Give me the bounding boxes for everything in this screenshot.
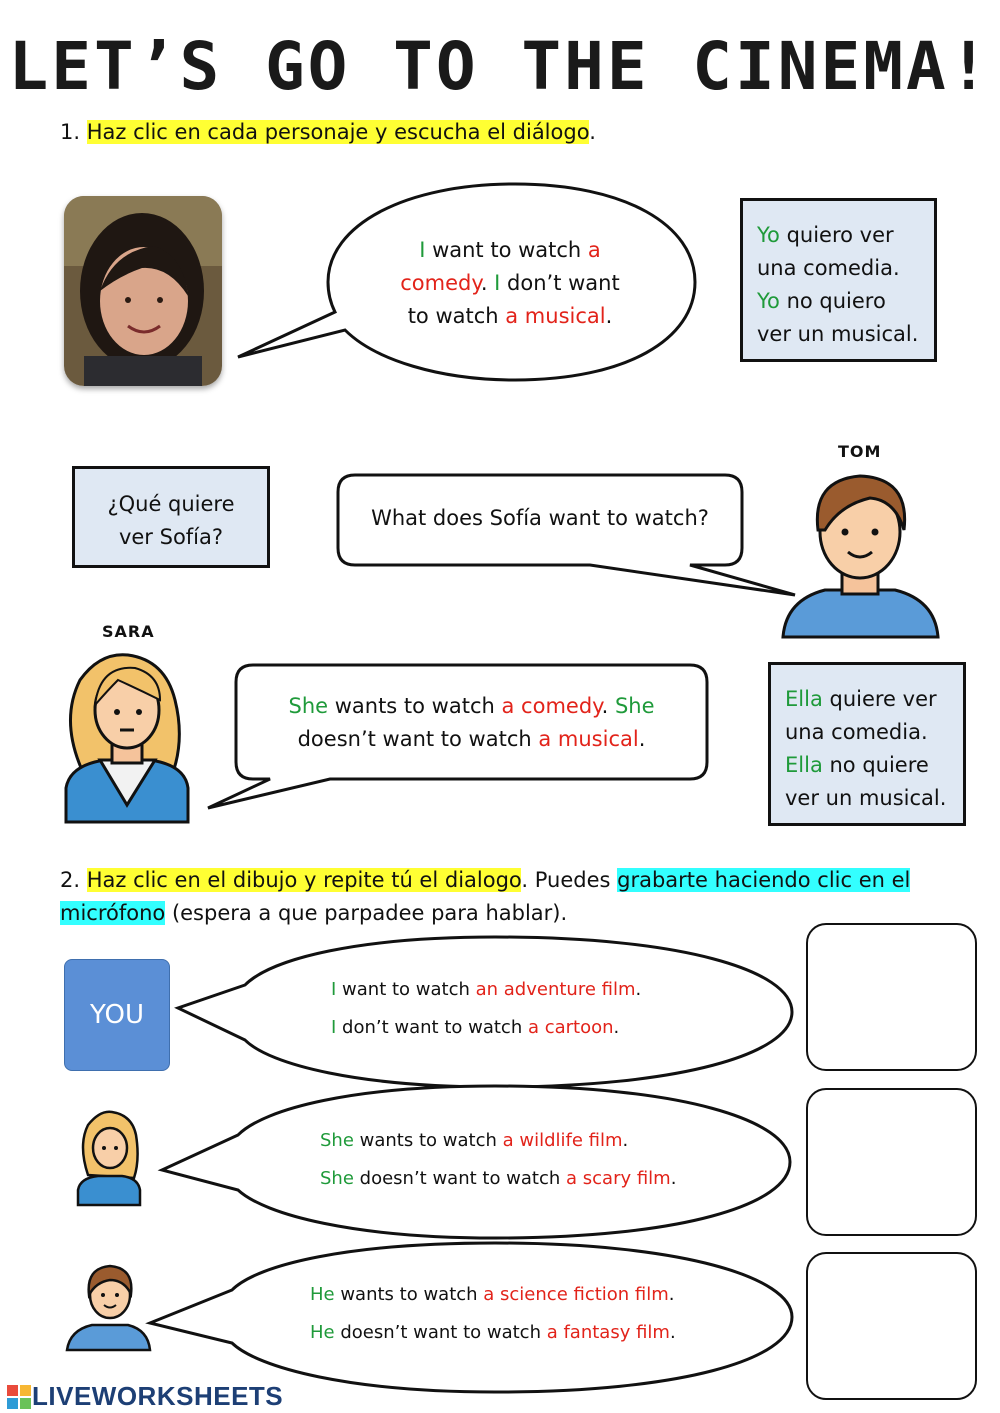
tom-label: TOM <box>838 442 882 461</box>
translation-text: ver un musical. <box>785 786 947 810</box>
subject-yo: Yo <box>757 289 780 313</box>
tom-question: What does Sofía want to watch? <box>371 506 709 530</box>
subject-ella: Ella <box>785 687 823 711</box>
sara-avatar[interactable] <box>66 655 188 822</box>
you-button[interactable]: YOU <box>64 959 170 1071</box>
bubble-text: . <box>613 1017 620 1038</box>
translation-text: quiero ver <box>779 223 894 247</box>
question-text: ¿Qué quiere <box>107 492 235 516</box>
bubble-text: . <box>668 1284 675 1305</box>
subject-she: She <box>614 694 655 718</box>
film-comedy: a comedy <box>501 694 602 718</box>
section1-number: 1. <box>60 120 81 144</box>
sofia-bubble-text <box>360 234 660 333</box>
bubble-text: to watch <box>407 304 506 328</box>
film-musical: a musical <box>505 304 606 328</box>
bubble-text: wants to watch <box>353 1130 503 1151</box>
bubble-text: . <box>622 1130 629 1151</box>
bubble-text: don’t want to watch <box>336 1017 528 1038</box>
subject-yo: Yo <box>757 223 780 247</box>
subject-i: I <box>331 979 337 1000</box>
section2-number: 2. <box>60 868 81 892</box>
translation-text: no quiere <box>822 753 929 777</box>
film-comedy: comedy <box>400 271 481 295</box>
film-science-fiction: a science fiction film <box>483 1284 669 1305</box>
tom-small-avatar[interactable] <box>67 1266 150 1350</box>
translation-text: ver un musical. <box>757 322 919 346</box>
bubble-text: . <box>605 304 613 328</box>
section1-instruction <box>60 116 596 149</box>
bubble-text: . <box>638 727 646 751</box>
subject-i: I <box>419 238 426 262</box>
question-box <box>72 466 270 568</box>
section2-instruction <box>60 864 960 930</box>
film-article: a <box>587 238 601 262</box>
subject-she: She <box>320 1168 354 1189</box>
film-wildlife: a wildlife film <box>502 1130 623 1151</box>
sofia-translation-box <box>740 198 937 362</box>
sara-small-avatar[interactable] <box>78 1112 140 1205</box>
translation-text: una comedia. <box>785 720 928 744</box>
subject-she: She <box>320 1130 354 1151</box>
microphone-record-box-1[interactable] <box>806 923 977 1071</box>
practice-row1-text <box>331 971 641 1047</box>
sofia-photo-image <box>64 196 222 386</box>
translation-text: una comedia. <box>757 256 900 280</box>
bubble-text: doesn’t want to watch <box>297 727 539 751</box>
film-adventure: an adventure film <box>475 979 636 1000</box>
practice-row2-text <box>320 1122 676 1198</box>
subject-he: He <box>310 1322 335 1343</box>
bubble-text: want to watch <box>425 238 588 262</box>
sara-label: SARA <box>102 622 155 641</box>
section2-highlight-a: Haz clic en el dibujo y repite tú el dialogo <box>86 868 522 892</box>
subject-i: I <box>494 271 501 295</box>
bubble-text: . <box>601 694 615 718</box>
tom-avatar[interactable] <box>783 476 938 637</box>
section2-highlight-d: micrófono <box>60 901 166 925</box>
bubble-text: wants to watch <box>328 694 502 718</box>
question-text: ver Sofía? <box>118 525 224 549</box>
section2-text: (espera a que parpadee para hablar). <box>165 901 568 925</box>
liveworksheets-logo-text: LIVEWORKSHEETS <box>32 1381 284 1411</box>
film-cartoon: a cartoon <box>527 1017 614 1038</box>
microphone-record-box-3[interactable] <box>806 1252 977 1400</box>
tom-speech-bubble <box>338 475 795 595</box>
subject-he: He <box>310 1284 335 1305</box>
liveworksheets-logo[interactable] <box>6 1381 283 1412</box>
liveworksheets-logo-icon <box>6 1384 32 1410</box>
page-title: LET’S GO TO THE CINEMA! <box>8 28 992 105</box>
sofia-photo[interactable] <box>64 196 222 386</box>
subject-she: She <box>288 694 329 718</box>
sara-bubble-text <box>236 690 707 756</box>
translation-text: no quiero <box>779 289 886 313</box>
subject-i: I <box>331 1017 337 1038</box>
translation-text: quiere ver <box>822 687 937 711</box>
bubble-text: doesn’t want to watch <box>353 1168 567 1189</box>
bubble-text: . <box>480 271 495 295</box>
bubble-text: . <box>635 979 642 1000</box>
section1-highlight: Haz clic en cada personaje y escucha el diálogo <box>86 120 590 144</box>
subject-ella: Ella <box>785 753 823 777</box>
bubble-text: . <box>669 1322 676 1343</box>
film-musical: a musical <box>538 727 639 751</box>
practice-row3-text <box>310 1276 676 1352</box>
section2-text: . Puedes <box>521 868 618 892</box>
bubble-text: . <box>670 1168 677 1189</box>
bubble-text: want to watch <box>336 979 476 1000</box>
sara-translation-box <box>768 662 966 826</box>
microphone-record-box-2[interactable] <box>806 1088 977 1236</box>
section2-highlight-c: grabarte haciendo clic en el <box>617 868 911 892</box>
section1-period: . <box>589 120 596 144</box>
bubble-text: doesn’t want to watch <box>334 1322 547 1343</box>
bubble-text: wants to watch <box>334 1284 484 1305</box>
bubble-text: don’t want <box>500 271 620 295</box>
film-scary: a scary film <box>566 1168 671 1189</box>
film-fantasy: a fantasy film <box>546 1322 670 1343</box>
